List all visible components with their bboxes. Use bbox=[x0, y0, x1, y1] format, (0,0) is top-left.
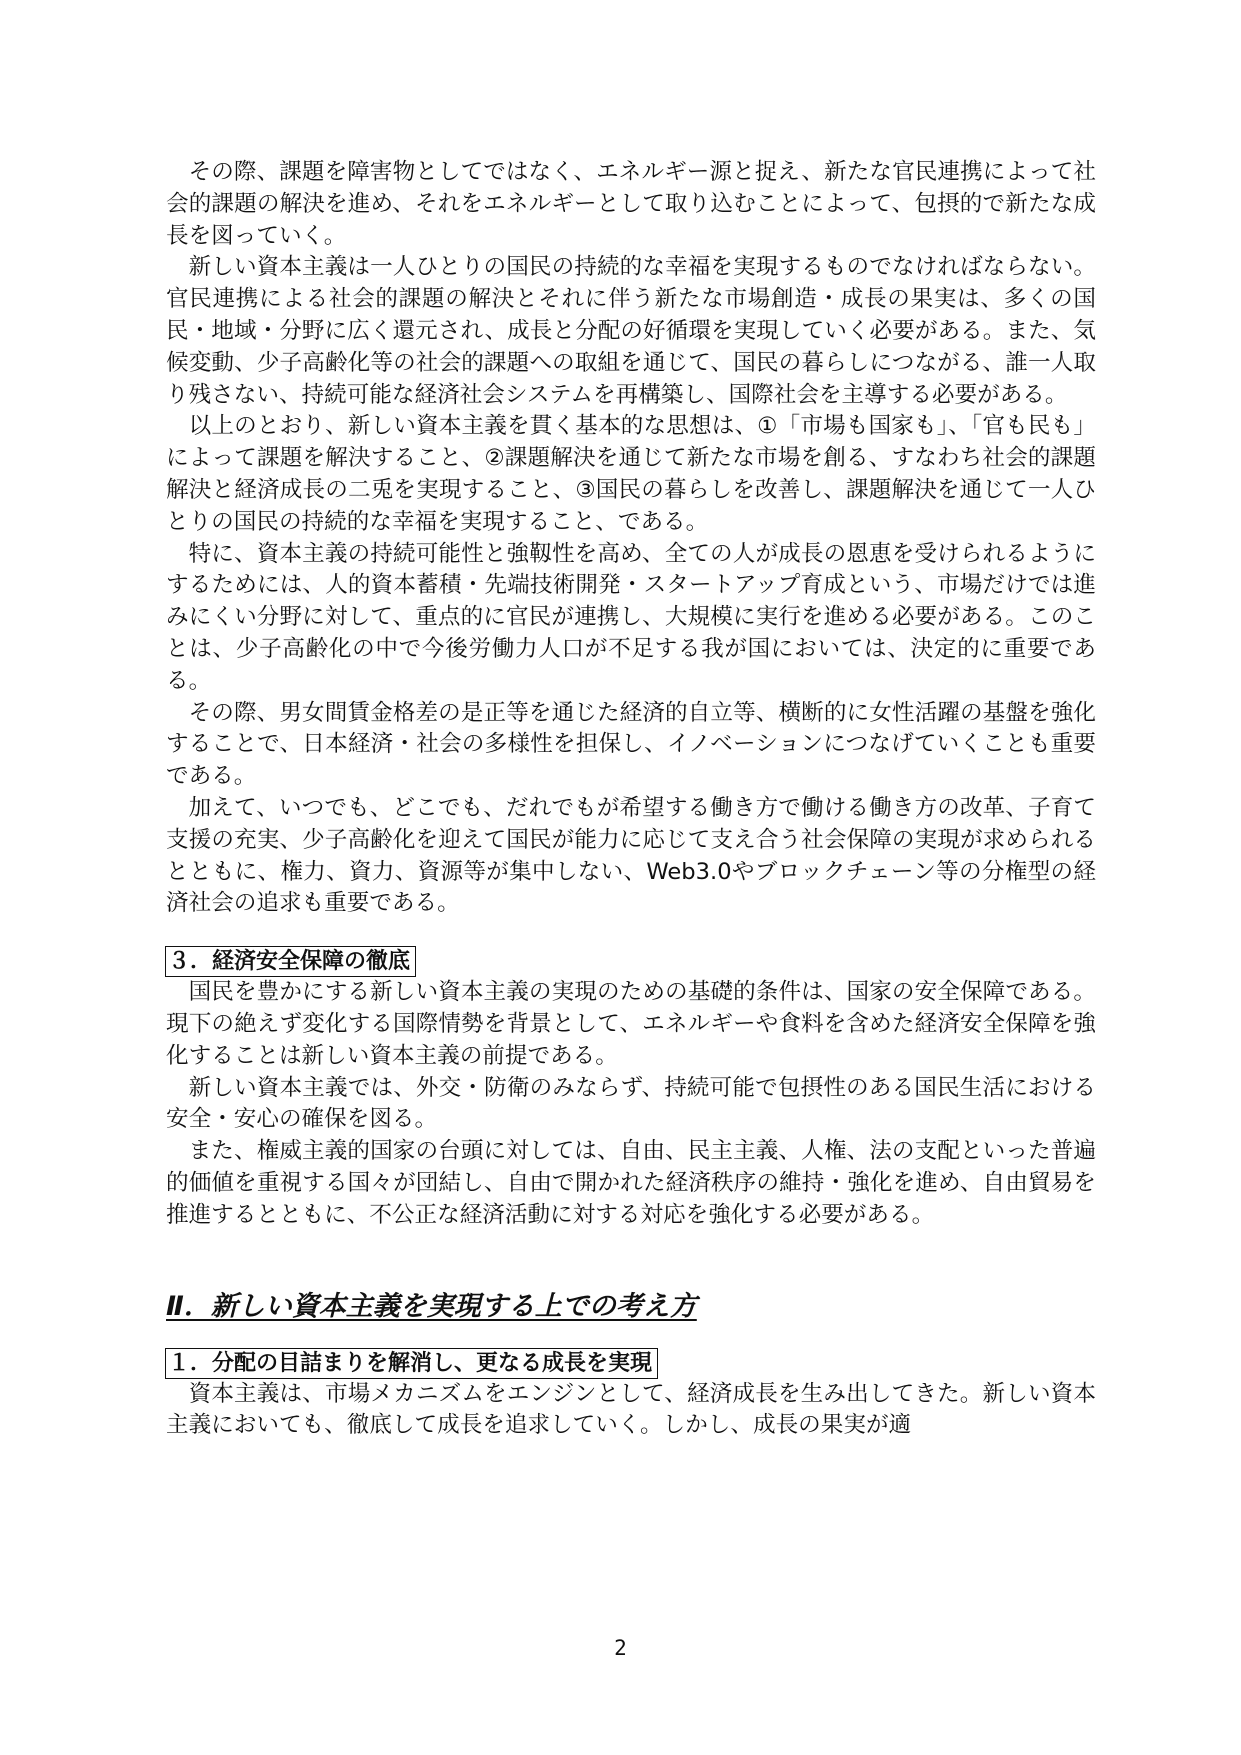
distribution-section bbox=[166, 1348, 1096, 1443]
paragraph: 新しい資本主義は一人ひとりの国民の持続的な幸福を実現するものでなければならない。官民連携による社会的課題の解決とそれに伴う新たな市場創造・成長の果実は、多くの国民・地域・分野に広く還元され、成長と分配の好循環を実現していく必要がある。また、気候変動、少子高齢化等の社会的課題への取組を通じて、国民の暮らしにつながる、誰一人取り残さない、持続可能な経済社会システムを再構築し、国際社会を主導する必要がある。 bbox=[166, 254, 1096, 408]
section-heading: １．分配の目詰まりを解消し、更なる成長を実現 bbox=[165, 1348, 658, 1379]
paragraph: 新しい資本主義では、外交・防衛のみならず、持続可能で包摂性のある国民生活における安全・安心の確保を図る。 bbox=[166, 1074, 1096, 1133]
paragraph: 国民を豊かにする新しい資本主義の実現のための基礎的条件は、国家の安全保障である。現下の絶えず変化する国際情勢を背景として、エネルギーや食料を含めた経済安全保障を強化することは新しい資本主義の前提である。 bbox=[166, 979, 1096, 1069]
paragraph: 資本主義は、市場メカニズムをエンジンとして、経済成長を生み出してきた。新しい資本主義においても、徹底して成長を追求していく。しかし、成長の果実が適 bbox=[166, 1380, 1096, 1439]
document-page bbox=[166, 157, 1096, 1442]
paragraph: その際、課題を障害物としてではなく、エネルギー源と捉え、新たな官民連携によって社会的課題の解決を進め、それをエネルギーとして取り込むことによって、包摂的で新たな成長を図っていく。 bbox=[166, 159, 1096, 249]
intro-section bbox=[166, 157, 1096, 920]
paragraph: 加えて、いつでも、どこでも、だれでもが希望する働き方で働ける働き方の改革、子育て支援の充実、少子高齢化を迎えて国民が能力に応じて支え合う社会保障の実現が求められるとともに、権力、資力、資源等が集中しない、Web3.0やブロックチェーン等の分権型の経済社会の追求も重要である。 bbox=[166, 794, 1096, 917]
economic-security-section bbox=[166, 946, 1096, 1231]
paragraph: 以上のとおり、新しい資本主義を貫く基本的な思想は、①「市場も国家も」、「官も民も」によって課題を解決すること、②課題解決を通じて新たな市場を創る、すなわち社会的課題解決と経済成長の二兎を実現すること、③国民の暮らしを改善し、課題解決を通じて一人ひとりの国民の持続的な幸福を実現すること、である。 bbox=[166, 413, 1096, 535]
page-number: 2 bbox=[614, 1636, 627, 1660]
section-heading: ３．経済安全保障の徹底 bbox=[165, 946, 416, 977]
paragraph: また、権威主義的国家の台頭に対しては、自由、民主主義、人権、法の支配といった普遍的価値を重視する国々が団結し、自由で開かれた経済秩序の維持・強化を進め、自由貿易を推進するとともに、不公正な経済活動に対する対応を強化する必要がある。 bbox=[166, 1138, 1096, 1228]
paragraph: 特に、資本主義の持続可能性と強靱性を高め、全ての人が成長の恩恵を受けられるようにするためには、人的資本蓄積・先端技術開発・スタートアップ育成という、市場だけでは進みにくい分野に対して、重点的に官民が連携し、大規模に実行を進める必要がある。このことは、少子高齢化の中で今後労働力人口が不足する我が国においては、決定的に重要である。 bbox=[166, 540, 1096, 694]
chapter-heading: Ⅱ．新しい資本主義を実現する上での考え方 bbox=[166, 1290, 697, 1322]
paragraph: その際、男女間賃金格差の是正等を通じた経済的自立等、横断的に女性活躍の基盤を強化することで、日本経済・社会の多様性を担保し、イノベーションにつなげていくことも重要である。 bbox=[166, 699, 1096, 790]
